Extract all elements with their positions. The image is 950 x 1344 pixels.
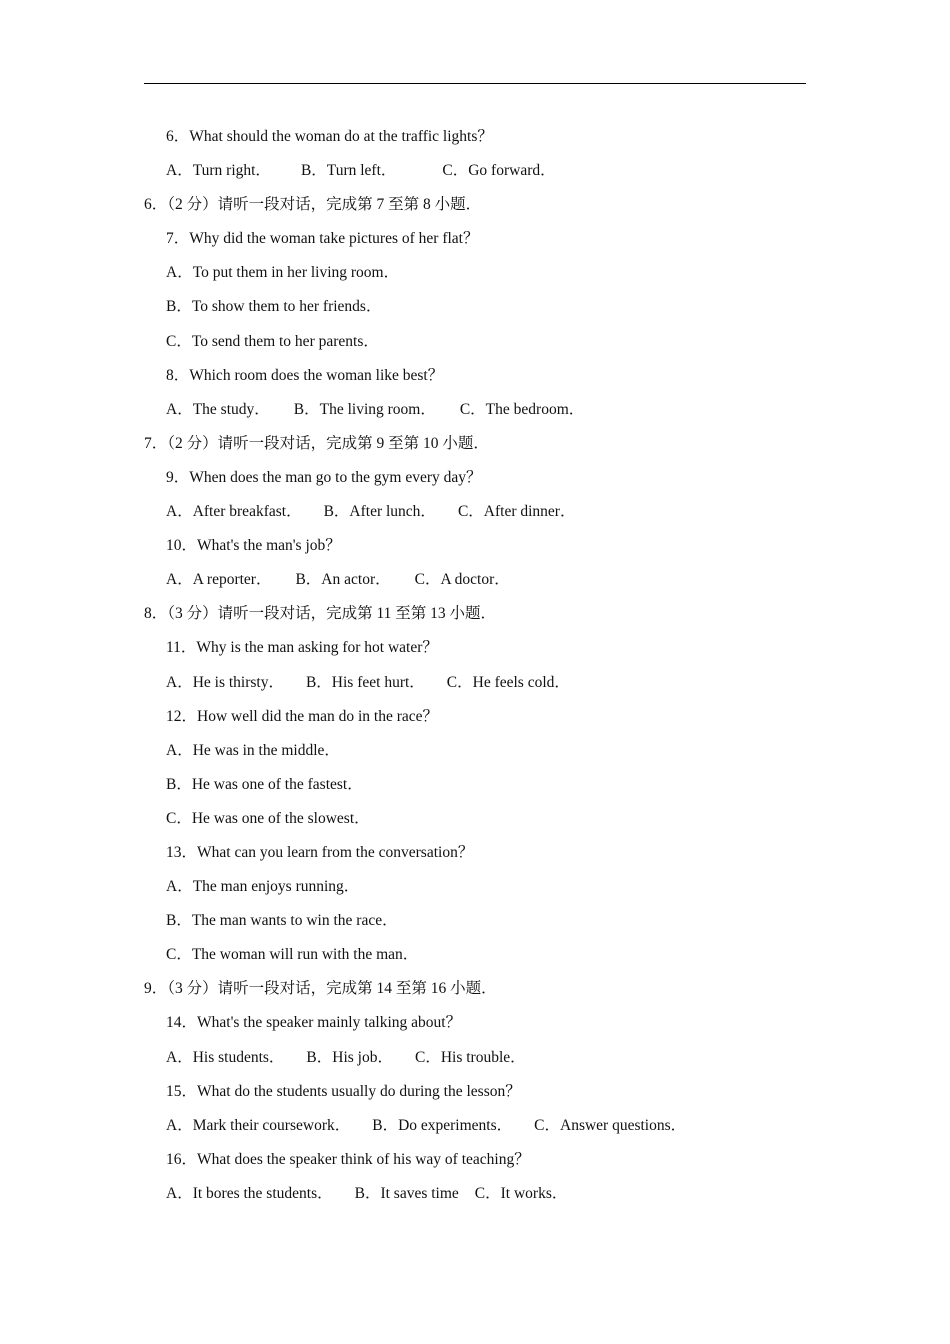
section-heading: 8．（3 分）请听一段对话，完成第 11 至第 13 小题． xyxy=(144,605,497,623)
options-row xyxy=(0,1041,950,1075)
answer-option: C．Answer questions． xyxy=(534,1116,687,1134)
question-line: 11．Why is the man asking for hot water？ xyxy=(166,639,438,657)
question-line: A．The man enjoys running． xyxy=(166,878,360,896)
answer-option: C．Go forward． xyxy=(442,162,556,180)
answer-option: C．It works． xyxy=(474,1184,568,1202)
question-line: 10．What's the man's job？ xyxy=(166,537,341,555)
question-line: 15．What do the students usually do during the lesson？ xyxy=(166,1082,521,1100)
question-line: C．To send them to her parents． xyxy=(166,332,379,350)
answer-option: B．His job． xyxy=(306,1048,393,1066)
answer-option: A．Turn right． xyxy=(166,162,271,180)
answer-option: B．An actor． xyxy=(295,571,391,589)
answer-option: B．Do experiments． xyxy=(372,1116,513,1134)
section-heading: 6．（2 分）请听一段对话，完成第 7 至第 8 小题． xyxy=(144,196,482,214)
answer-option: C．A doctor． xyxy=(414,571,510,589)
question-line: B．The man wants to win the race． xyxy=(166,912,398,930)
question-line: 6．What should the woman do at the traffic lights？ xyxy=(166,128,493,145)
answer-option: B．Turn left． xyxy=(300,162,397,180)
header-rule xyxy=(144,83,806,84)
options-row xyxy=(0,495,950,529)
answer-option: C．His trouble． xyxy=(414,1048,526,1066)
section-heading: 7．（2 分）请听一段对话，完成第 9 至第 10 小题． xyxy=(144,434,489,452)
section-heading: 9．（3 分）请听一段对话，完成第 14 至第 16 小题． xyxy=(144,980,497,998)
exam-content xyxy=(0,120,950,1211)
question-line: 7．Why did the woman take pictures of her flat？ xyxy=(166,230,479,248)
answer-option: B．After lunch． xyxy=(323,503,436,521)
options-row xyxy=(0,393,950,427)
question-line: 13．What can you learn from the conversation？ xyxy=(166,843,474,861)
question-line: A．To put them in her living room． xyxy=(166,264,400,282)
options-row xyxy=(0,666,950,700)
question-line: C．The woman will run with the man． xyxy=(166,946,419,964)
options-row xyxy=(0,154,950,188)
question-line: 16．What does the speaker think of his way of teaching？ xyxy=(166,1150,530,1168)
answer-option: A．The study． xyxy=(166,400,270,418)
answer-option: A．After breakfast． xyxy=(166,503,302,521)
answer-option: A．His students． xyxy=(166,1048,285,1066)
answer-option: A．He is thirsty． xyxy=(166,673,284,691)
answer-option: B．The living room． xyxy=(293,400,436,418)
options-row xyxy=(0,563,950,597)
question-line: B．To show them to her friends． xyxy=(166,298,382,316)
question-line: C．He was one of the slowest． xyxy=(166,809,370,827)
answer-option: C．He feels cold． xyxy=(446,673,570,691)
answer-option: A．Mark their coursework． xyxy=(166,1116,351,1134)
answer-option: B．It saves time xyxy=(354,1184,459,1202)
answer-option: B．His feet hurt． xyxy=(305,673,425,691)
answer-option: C．After dinner． xyxy=(457,503,576,521)
question-line: 9．When does the man go to the gym every day？ xyxy=(166,468,482,486)
answer-option: A．It bores the students． xyxy=(166,1184,333,1202)
question-line: 8．Which room does the woman like best？ xyxy=(166,366,444,384)
question-line: 14．What's the speaker mainly talking about？ xyxy=(166,1014,462,1032)
options-row xyxy=(0,1177,950,1211)
question-line: A．He was in the middle． xyxy=(166,741,340,759)
answer-option: C．The bedroom． xyxy=(459,400,585,418)
answer-option: A．A reporter． xyxy=(166,571,272,589)
question-line: 12．How well did the man do in the race？ xyxy=(166,707,439,725)
question-line: B．He was one of the fastest． xyxy=(166,775,363,793)
options-row xyxy=(0,1109,950,1143)
